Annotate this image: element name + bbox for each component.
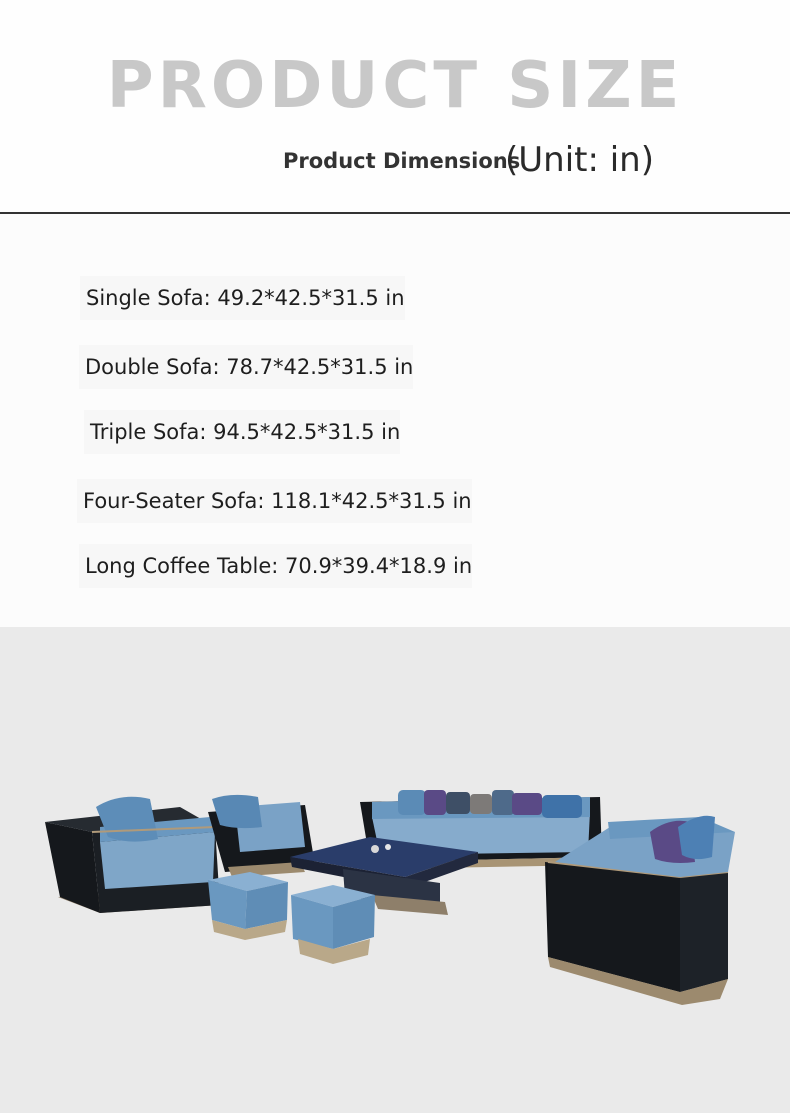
- dimensions-list: [0, 214, 790, 627]
- page-title: PRODUCT SIZE: [106, 49, 684, 123]
- dimension-long-coffee-table: Long Coffee Table: 70.9*39.4*18.9 in: [79, 544, 472, 588]
- header: [0, 0, 790, 213]
- ottoman-left-image: [208, 872, 288, 940]
- dimension-single-sofa: Single Sofa: 49.2*42.5*31.5 in: [80, 276, 405, 320]
- unit-note: (Unit: in): [505, 140, 654, 180]
- sofa-set-illustration: [0, 627, 790, 1113]
- dimension-four-seater-sofa: Four-Seater Sofa: 118.1*42.5*31.5 in: [77, 479, 472, 523]
- dimensions-subtitle: Product Dimensions: [283, 149, 521, 173]
- ottoman-right-image: [291, 885, 375, 964]
- dimension-double-sofa: Double Sofa: 78.7*42.5*31.5 in: [79, 345, 413, 389]
- dimension-triple-sofa: Triple Sofa: 94.5*42.5*31.5 in: [84, 410, 400, 454]
- single-sofa-image: [45, 797, 220, 913]
- product-photo: [0, 627, 790, 1113]
